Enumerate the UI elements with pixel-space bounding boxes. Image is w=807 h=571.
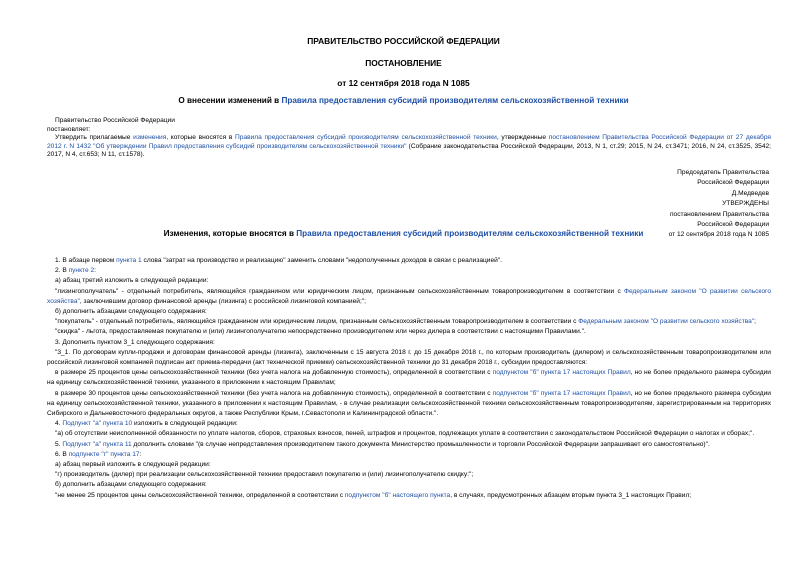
- p1-text-a: Утвердить прилагаемые: [55, 134, 134, 142]
- resolution-1432-link[interactable]: постановлением Правительства Российской Федерации от 27 декабря 2012 г. N 1432 "Об утверждении Правил предоставления субсидий производителям сельскохозяйственной техники": [47, 134, 771, 150]
- item-6-a: 6. В: [55, 450, 69, 458]
- item-3-p3-b: , но не более предельного размера субсидии на единицу сельскохозяйственной техники, указанного в приложении к настоящим Правилам, - в случае реализации сельскохозяйственной техники сельскохозяйственным товаропроизводителям, зарегистрированным на территориях Сибирского и Дальневосточного федеральных округов, а также Республики Крым, г.Севастополя и Калининградской области.".: [47, 389, 771, 418]
- item-6a: а) абзац первый изложить в следующей редакции:: [55, 461, 211, 469]
- item-6b: б) дополнить абзацами следующего содержания:: [55, 481, 207, 489]
- subparagraph-b-this-link[interactable]: подпунктом "б" настоящего пункта: [344, 491, 451, 499]
- preamble-line-2: постановляет:: [47, 125, 91, 133]
- subparagraph-a-10-link[interactable]: Подпункт "а" пункта 10: [62, 420, 133, 428]
- item-2a-quote-b: , заключившим договор финансовой аренды (лизинга) с российской лизинговой компанией;";: [79, 297, 366, 305]
- item-6a-quote: "г) производитель (дилер) при реализации сельскохозяйственной техники предоставил покупателю и (или) лизингополучателю скидку:";: [55, 471, 474, 479]
- changes-link[interactable]: изменения: [133, 134, 167, 142]
- item-2a-quote: [47, 287, 771, 307]
- item-2b-quote-1-a: "покупатель" - отдельный потребитель, являющийся гражданином или юридическим лицом, признанным сельскохозяйственным товаропроизводителем в соответствии с: [55, 318, 579, 326]
- item-6b-quote-a: "не менее 25 процентов цены сельскохозяйственной техники, определенной в соответствии с: [55, 491, 345, 499]
- item-3: 3. Дополнить пунктом 3_1 следующего содержания:: [55, 338, 215, 346]
- item-2: [47, 266, 771, 276]
- rules-link[interactable]: Правила предоставления субсидий производителям сельскохозяйственной техники: [235, 134, 497, 142]
- changes-body: [47, 256, 771, 501]
- subparagraph-a-11-link[interactable]: Подпункт "а" пункта 11: [62, 440, 132, 448]
- title-rules-link[interactable]: Правила предоставления субсидий производителям сельскохозяйственной техники: [281, 96, 629, 105]
- preamble-paragraph: [47, 134, 771, 160]
- p1-text-d: (Собрание законодательства Российской Федерации, 2013, N 1, ст.29; 2015, N 24, ст.3471; 2016, N 24, ст.3525, 3542; 2017, N 4, ст.653; N 11, ст.1578).: [47, 142, 771, 159]
- item-3-paragraph-1: "3_1. По договорам купли-продажи и договорам финансовой аренды (лизинга), заключенным с 15 августа 2018 г. до 15 декабря 2018 г., по которым производитель (дилером) и сельскохозяйственным товаропроизводителем или российской лизинговой компанией подписан акт приема-передачи (акт технической приемки) сельскохозяйственной техники до 31 декабря 2018 г., субсидии предоставляются:: [47, 348, 771, 367]
- item-1-a: 1. В абзаце первом: [55, 257, 117, 264]
- item-4-a: 4.: [55, 420, 63, 428]
- item-4-b: изложить в следующей редакции:: [132, 420, 238, 428]
- item-1-b: слова "затрат на производство и реализацию" заменить словами "недополученных доходов в связи с реализацией".: [141, 257, 503, 264]
- p1-text-c: , утвержденные: [496, 134, 549, 142]
- item-2-a: 2. В: [55, 267, 69, 275]
- signature-country: Российской Федерации: [697, 179, 769, 187]
- federal-law-link-1[interactable]: Федеральным законом "О развитии сельского хозяйства": [47, 287, 771, 305]
- subparagraph-b-17-link-1[interactable]: подпунктом "б" пункта 17 настоящих Правил: [492, 369, 631, 377]
- approved-country: Российской Федерации: [697, 221, 769, 229]
- subparagraph-b-17-link-2[interactable]: подпунктом "б" пункта 17 настоящих Правил: [492, 389, 631, 397]
- item-3-paragraph-3: [47, 389, 771, 420]
- title-prefix: О внесении изменений в: [178, 96, 282, 105]
- item-2-b: :: [94, 267, 96, 275]
- item-5-b: дополнить словами "(в случае непредставления производителем такого документа Министерство промышленности и торговли Российской Федерации запрашивает его самостоятельно)".: [131, 440, 710, 448]
- item-3-p2-a: в размере 25 процентов цены сельскохозяйственной техники (без учета налога на добавленную стоимость), определенной в соответствии с: [55, 369, 493, 377]
- item-2-link[interactable]: пункте 2: [68, 267, 95, 275]
- item-3-p2-b: , но не более предельного размера субсидии на единицу сельскохозяйственной техники, указанного в приложении к настоящим Правилам;: [47, 369, 771, 387]
- document-type: ПОСТАНОВЛЕНИЕ: [365, 58, 442, 68]
- approved-by: постановлением Правительства: [669, 210, 769, 218]
- preamble: [47, 117, 771, 160]
- item-6b-quote: [47, 491, 771, 501]
- item-2a-quote-a: "лизингополучатель" - отдельный потребитель, являющийся гражданином или юридическим лицом, признанным сельскохозяйственным товаропроизводителем в соответствии с: [55, 287, 625, 295]
- item-2a: а) абзац третий изложить в следующей редакции:: [55, 277, 209, 285]
- approved-date: от 12 сентября 2018 года N 1085: [668, 231, 769, 239]
- preamble-line-1: Правительство Российской Федерации: [55, 117, 175, 124]
- changes-title-prefix: Изменения, которые вносятся в: [163, 229, 297, 238]
- item-2b-quote-1: [47, 317, 771, 327]
- item-2b-quote-1-b: ;: [754, 318, 757, 326]
- signature-name: Д.Медведев: [731, 189, 769, 197]
- approved-label: УТВЕРЖДЕНЫ: [722, 200, 769, 208]
- item-4: [47, 419, 771, 429]
- p1-text-b: , которые вносятся в: [166, 134, 236, 142]
- item-6-b: :: [139, 450, 142, 458]
- document-date-number: от 12 сентября 2018 года N 1085: [337, 78, 470, 88]
- item-4-quote: "а) об отсутствии неисполненной обязанности по уплате налогов, сборов, страховых взносов, пеней, штрафов и процентов, подлежащих уплате в соответствии с законодательством Российской Федерации о налогах и сборах;".: [55, 430, 755, 438]
- item-6: [47, 450, 771, 460]
- changes-title-link[interactable]: Правила предоставления субсидий производителям сельскохозяйственной техники: [296, 229, 644, 238]
- item-2b-quote-2: "скидка" - льгота, предоставляемая покупателю и (или) лизингополучателю непосредственно производителем или через дилера в соответствии с настоящими Правилами.".: [55, 328, 586, 336]
- document-title: [0, 97, 807, 106]
- changes-title: [0, 230, 807, 239]
- item-5-a: 5.: [55, 440, 63, 448]
- federal-law-link-2[interactable]: Федеральным законом "О развитии сельского хозяйства": [578, 318, 755, 326]
- item-6b-quote-b: , в случаях, предусмотренных абзацем вторым пункта 3_1 настоящих Правил;: [450, 491, 692, 499]
- item-1-link[interactable]: пункта 1: [116, 257, 142, 264]
- item-1: [47, 256, 771, 266]
- item-2b: б) дополнить абзацами следующего содержания:: [55, 308, 207, 316]
- subparagraph-g-17-link[interactable]: подпункте "г" пункта 17: [68, 450, 140, 458]
- item-5: [47, 440, 771, 450]
- item-3-p3-a: в размере 30 процентов цены сельскохозяйственной техники (без учета налога на добавленную стоимость), определенной в соответствии с: [55, 389, 493, 397]
- signature-position: Председатель Правительства: [677, 169, 769, 176]
- item-3-paragraph-2: [47, 368, 771, 388]
- government-heading: ПРАВИТЕЛЬСТВО РОССИЙСКОЙ ФЕДЕРАЦИИ: [307, 36, 500, 46]
